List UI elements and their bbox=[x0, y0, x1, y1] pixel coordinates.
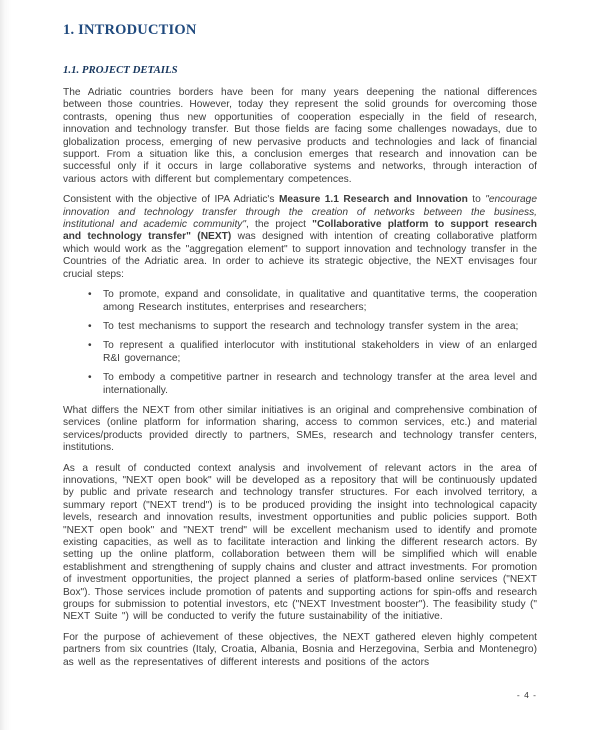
bullet-item bbox=[63, 340, 537, 365]
page-number: - 4 - bbox=[516, 690, 537, 700]
bullet-icon: • bbox=[88, 289, 92, 301]
bullet-item bbox=[63, 321, 537, 333]
paragraph-context-analysis: As a result of conducted context analysis and involvement of relevant actors in the area of innovations, "NEXT open book" will be developed as a repository that will be continuously updated by public and private research and technology transfer structures. For each involved territory, a summary report ("NEXT trend") is to be produced providing the insight into technological capacity levels, research and innovation results, investment opportunities and public policies support. Both "NEXT open book" and "NEXT trend" will be excellent mechanism used to identify and promote existing capacities, as well as to facilitate interaction and linking the different research actors. By setting up the online platform, collaboration between them will be simplified which will enable establishment and strengthening of supply chains and cluster and attract investments. For promotion of investment opportunities, the project planned a series of platform-based online services ("NEXT Box"). Those services include promotion of patents and supporting actions for spin-offs and research groups for submission to potential investors, etc ("NEXT Investment booster"). The feasibility study (" NEXT Suite ") will be conducted to verify the future sustainability of the initiative. bbox=[63, 462, 537, 623]
bullet-item-text: To promote, expand and consolidate, in qualitative and quantitative terms, the cooperation among Research institutes, enterprises and researchers; bbox=[103, 289, 537, 313]
paragraph-purpose-partners: For the purpose of achievement of these objectives, the NEXT gathered eleven highly competent partners from six countries (Italy, Croatia, Albania, Bosnia and Herzegovina, Serbia and Montenegro) as well as the representatives of different interests and positions of the actors bbox=[63, 631, 537, 668]
objectives-bullet-list bbox=[63, 289, 537, 397]
page-content bbox=[63, 22, 537, 669]
paragraph-what-differs: What differs the NEXT from other similar initiatives is an original and comprehensive combination of services (online platform for information sharing, access to common services, etc.) and material services/products provided directly to partners, SMEs, research and technology transfer centers, institutions. bbox=[63, 404, 537, 454]
chapter-title: 1. INTRODUCTION bbox=[63, 22, 197, 38]
paragraph-consistent-objective: Consistent with the objective of IPA Adriatic's Measure 1.1 Research and Innovation to "encourage innovation and technology transfer through the creation of networks between the business, institutional and academic community", the project "Collaborative platform to support research and technology transfer" (NEXT) was designed with intention of creating collaborative platform which would work as the "aggregation element" to support innovation and technology transfer in the Countries of the Adriatic area. In order to achieve its strategic objective, the NEXT envisages four crucial steps: bbox=[63, 194, 538, 280]
bullet-item bbox=[63, 289, 537, 314]
paragraph-adriatic-intro: The Adriatic countries borders have been for many years deepening the national differences between those countries. However, today they represent the solid grounds for overcoming those contrasts, opening thus new opportunities of cooperation especially in the field of research, innovation and technology transfer. But those fields are facing some challenges nowadays, due to globalization process, emerging of new pervasive products and technologies and lack of financial support. From a situation like this, a conclusion emerges that research and innovation can be successful only if it occurs in large collaborative systems and networks, through interaction of various actors with different but complementary competences. bbox=[63, 87, 537, 185]
section-heading: 1.1. PROJECT DETAILS bbox=[63, 64, 178, 76]
bullet-item-text: To embody a competitive partner in research and technology transfer at the area level and internationally. bbox=[103, 372, 537, 396]
bullet-icon: • bbox=[88, 320, 92, 332]
bullet-item-text: To test mechanisms to support the research and technology transfer system in the area; bbox=[103, 320, 519, 332]
bullet-item bbox=[63, 372, 537, 397]
bullet-item-text: To represent a qualified interlocutor with institutional stakeholders in view of an enlarged R&I governance; bbox=[103, 340, 537, 364]
bullet-icon: • bbox=[88, 372, 92, 384]
bullet-icon: • bbox=[88, 340, 92, 352]
